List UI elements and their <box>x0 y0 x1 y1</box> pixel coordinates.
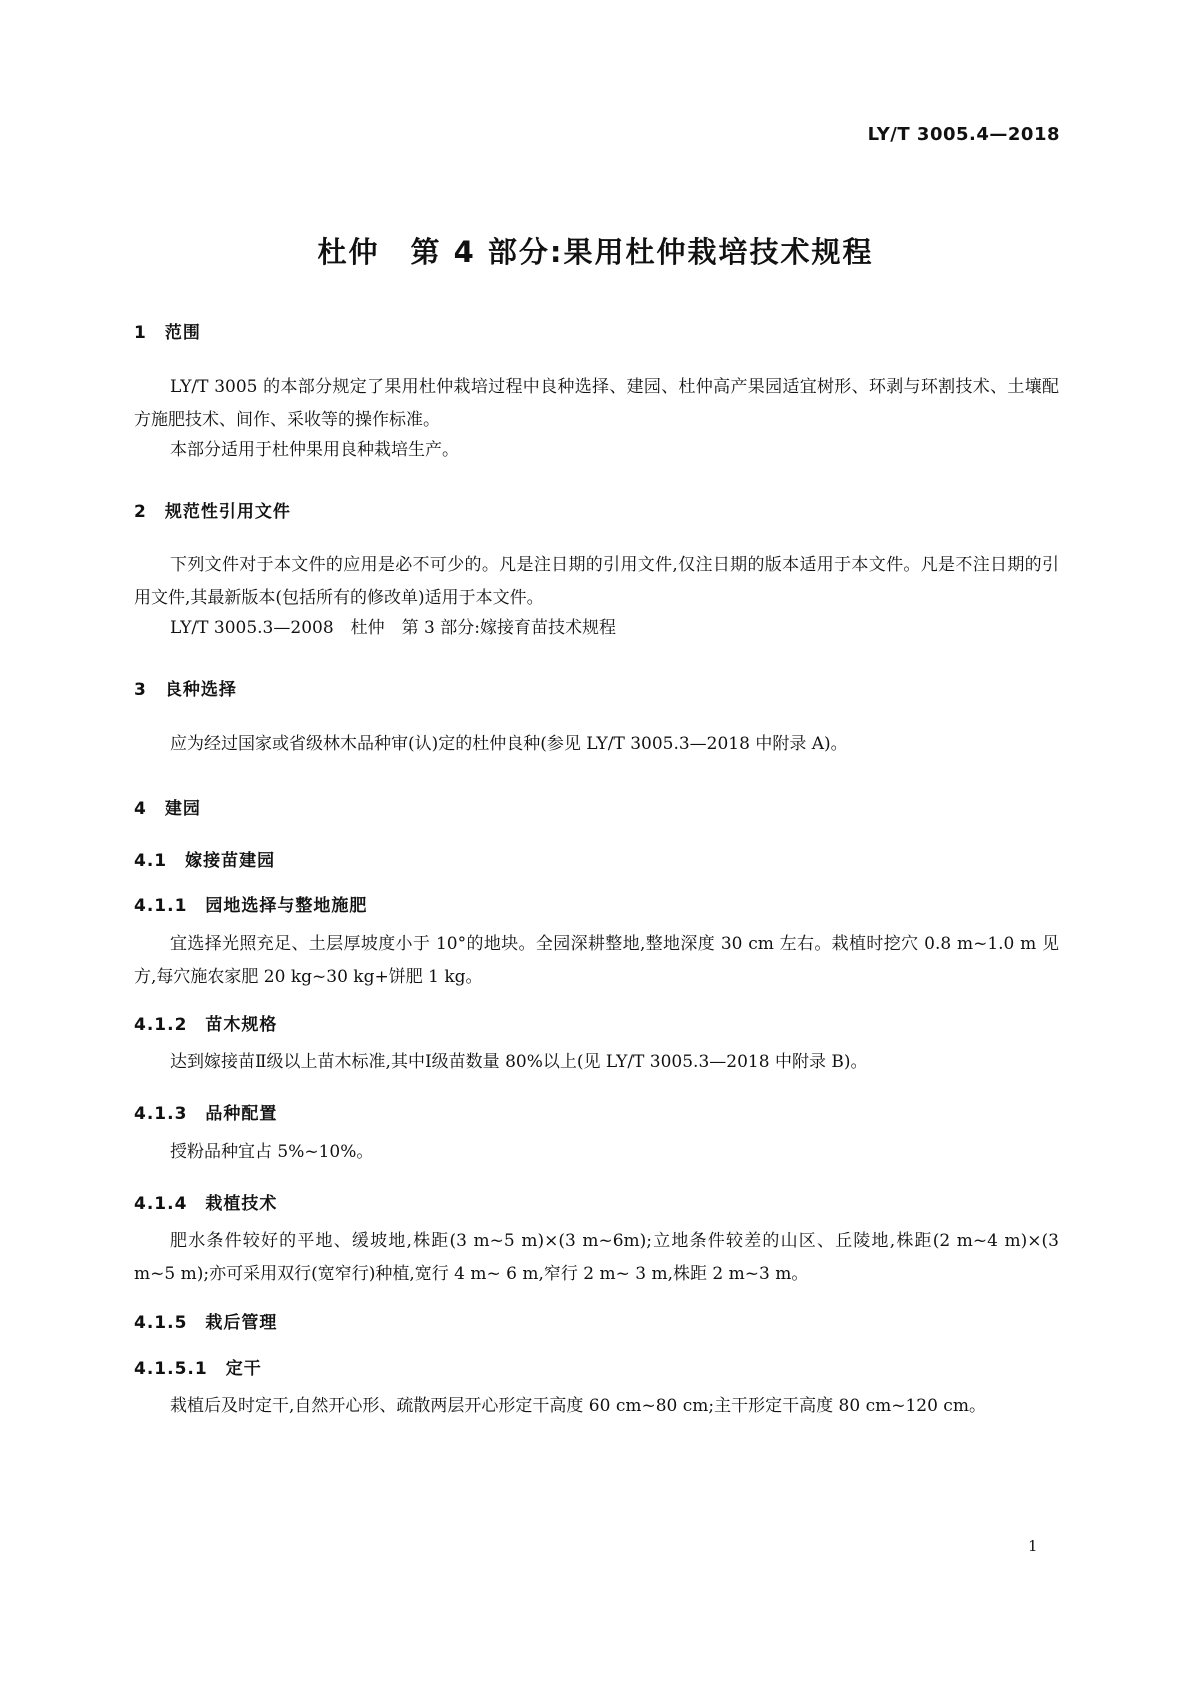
section-heading-2: 2 规范性引用文件 <box>134 502 291 522</box>
section-heading-4: 4 建园 <box>134 799 201 819</box>
section-1-paragraph-2: 本部分适用于杜仲果用良种栽培生产。 <box>170 440 459 460</box>
section-1-paragraph-1: LY/T 3005 的本部分规定了果用杜仲栽培过程中良种选择、建园、杜仲高产果园适宜树形、环剥与环割技术、土壤配方施肥技术、间作、采收等的操作标准。 <box>134 377 1059 430</box>
section-heading-4-1-1: 4.1.1 园地选择与整地施肥 <box>134 896 368 916</box>
section-2-reference: LY/T 3005.3—2008 杜仲 第 3 部分:嫁接育苗技术规程 <box>170 618 616 638</box>
page-number: 1 <box>1028 1537 1038 1555</box>
section-3-paragraph-1: 应为经过国家或省级林木品种审(认)定的杜仲良种(参见 LY/T 3005.3—2018 中附录 A)。 <box>170 734 848 754</box>
section-heading-4-1-5-1: 4.1.5.1 定干 <box>134 1359 262 1379</box>
section-heading-4-1-2: 4.1.2 苗木规格 <box>134 1015 278 1035</box>
standard-number: LY/T 3005.4—2018 <box>867 124 1060 145</box>
section-heading-4-1-4: 4.1.4 栽植技术 <box>134 1194 278 1214</box>
section-heading-3: 3 良种选择 <box>134 680 237 700</box>
section-heading-4-1-5: 4.1.5 栽后管理 <box>134 1313 278 1333</box>
section-heading-4-1-3: 4.1.3 品种配置 <box>134 1104 278 1124</box>
section-4-1-3-paragraph: 授粉品种宜占 5%~10%。 <box>170 1142 374 1162</box>
section-4-1-4-paragraph: 肥水条件较好的平地、缓坡地,株距(3 m~5 m)×(3 m~6m);立地条件较差的山区、丘陵地,株距(2 m~4 m)×(3 m~5 m);亦可采用双行(宽窄行)种植,宽行 4 m~ 6 m,窄行 2 m~ 3 m,株距 2 m~3 m。 <box>134 1231 1059 1284</box>
section-4-1-1-paragraph: 宜选择光照充足、土层厚坡度小于 10°的地块。全园深耕整地,整地深度 30 cm 左右。栽植时挖穴 0.8 m~1.0 m 见方,每穴施农家肥 20 kg~30 kg+饼肥 1 kg。 <box>134 934 1059 987</box>
document-title: 杜仲 第 4 部分:果用杜仲栽培技术规程 <box>317 235 874 269</box>
section-heading-1: 1 范围 <box>134 323 201 343</box>
section-4-1-2-paragraph: 达到嫁接苗Ⅱ级以上苗木标准,其中Ⅰ级苗数量 80%以上(见 LY/T 3005.3—2018 中附录 B)。 <box>170 1052 868 1072</box>
section-2-paragraph-1: 下列文件对于本文件的应用是必不可少的。凡是注日期的引用文件,仅注日期的版本适用于本文件。凡是不注日期的引用文件,其最新版本(包括所有的修改单)适用于本文件。 <box>134 555 1059 608</box>
section-4-1-5-1-paragraph: 栽植后及时定干,自然开心形、疏散两层开心形定干高度 60 cm~80 cm;主干形定干高度 80 cm~120 cm。 <box>170 1396 986 1416</box>
section-heading-4-1: 4.1 嫁接苗建园 <box>134 851 276 871</box>
